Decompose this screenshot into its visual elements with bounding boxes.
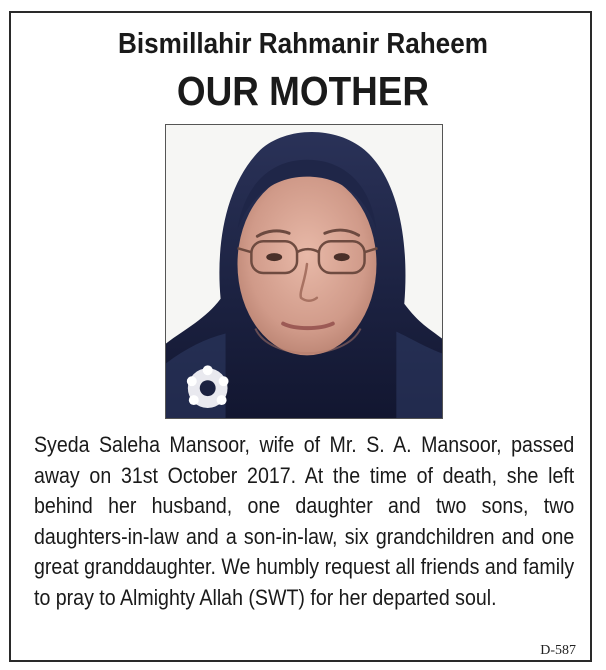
greeting-heading: Bismillahir Rahmanir Raheem xyxy=(118,28,488,60)
title-heading: OUR MOTHER xyxy=(176,68,430,114)
notice-body: Syeda Saleha Mansoor, wife of Mr. S. A. Mansoor, passed away on 31st October 2017. At the time of death, she left behind her husband, one daughter and two sons, two daughters-in-law and a son-in-law, six grandchildren and one great granddaughter. We humbly request all friends and family to pray to Almighty Allah (SWT) for her departed soul. xyxy=(34,432,575,610)
portrait-photo xyxy=(165,124,443,419)
portrait-illustration xyxy=(166,125,442,418)
notice-code: D-587 xyxy=(540,643,576,658)
